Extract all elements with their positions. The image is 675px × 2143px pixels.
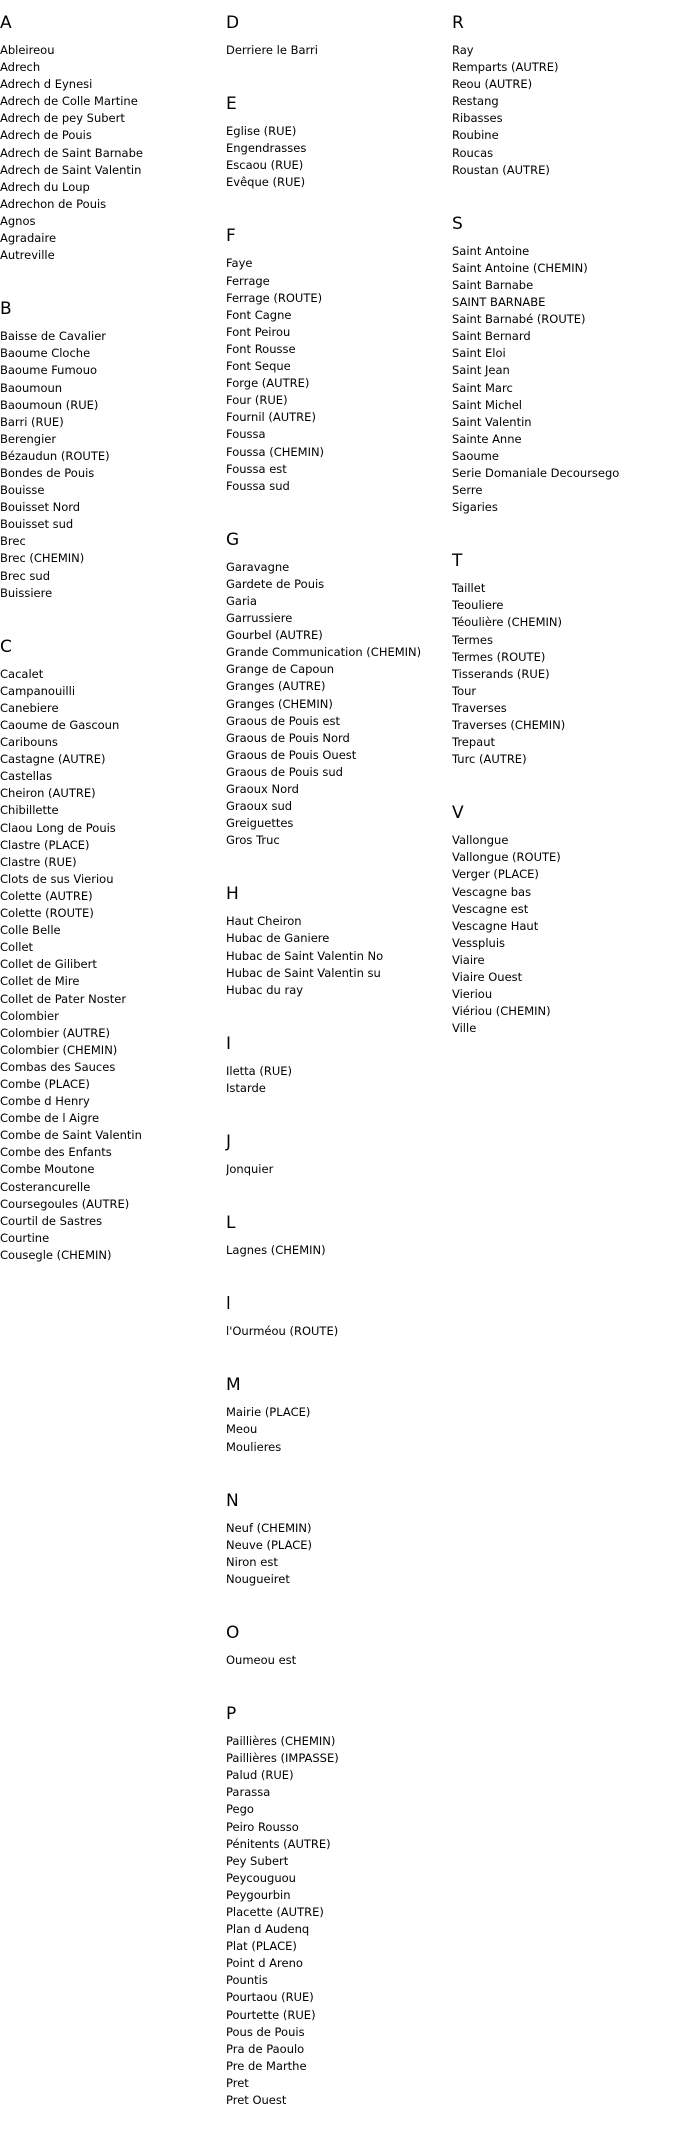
section-letter-heading: B (0, 299, 12, 320)
street-entry[interactable]: Baoumoun (0, 380, 63, 395)
street-entry[interactable]: Brec (CHEMIN) (0, 551, 85, 566)
street-entry[interactable]: Costerancurelle (0, 1179, 91, 1194)
street-entry[interactable]: Graous de Pouis est (226, 713, 340, 728)
street-entry[interactable]: Ville (452, 1021, 477, 1036)
section-letter-heading: O (226, 1622, 240, 1643)
street-entry[interactable]: Baoume Cloche (0, 346, 91, 361)
street-entry[interactable]: Barri (RUE) (0, 414, 64, 429)
street-entry[interactable]: Adrechon de Pouis (0, 196, 107, 211)
street-list (452, 580, 674, 768)
street-list (226, 559, 448, 850)
street-entry[interactable]: Hubac de Saint Valentin su (226, 965, 381, 980)
street-entry[interactable]: Pountis (226, 1973, 268, 1988)
street-entry[interactable]: Saint Valentin (452, 414, 532, 429)
street-list (452, 243, 674, 517)
street-entry[interactable]: Font Peirou (226, 324, 291, 339)
street-list (226, 1520, 448, 1588)
street-entry[interactable]: Clots de sus Vieriou (0, 871, 114, 886)
letter-section-m (226, 1374, 448, 1455)
street-list (226, 255, 448, 494)
letter-section-f (226, 225, 448, 494)
street-list (226, 1242, 448, 1259)
street-entry[interactable]: Colette (ROUTE) (0, 906, 94, 921)
letter-section-n (226, 1490, 448, 1588)
section-letter-heading: C (0, 636, 12, 657)
street-entry[interactable]: Pénitents (AUTRE) (226, 1836, 331, 1851)
street-entry[interactable]: Graoux Nord (226, 782, 299, 796)
street-entry[interactable]: Adrech de Saint Valentin (0, 162, 142, 177)
street-entry[interactable]: Adrech de pey Subert (0, 111, 125, 126)
street-entry[interactable]: Caribouns (0, 735, 58, 750)
street-entry[interactable]: Berengier (0, 431, 57, 446)
street-entry[interactable]: Font Cagne (226, 307, 292, 322)
street-entry[interactable]: Adrech de Saint Barnabe (0, 145, 143, 160)
street-entry[interactable]: Tisserands (RUE) (452, 666, 550, 681)
street-entry[interactable]: Viaire (452, 952, 485, 967)
street-entry[interactable]: Vescagne bas (452, 884, 532, 899)
street-list (0, 42, 222, 264)
street-entry[interactable]: Iletta (RUE) (226, 1063, 293, 1078)
street-list (226, 913, 448, 998)
street-entry[interactable]: Point d Areno (226, 1956, 303, 1971)
street-entry[interactable]: Roucas (452, 145, 494, 160)
street-entry[interactable]: Fournil (AUTRE) (226, 410, 316, 425)
street-entry[interactable]: Caoume de Gascoun (0, 718, 120, 732)
street-entry[interactable]: Bouisset sud (0, 517, 74, 532)
street-entry[interactable]: Clastre (RUE) (0, 854, 77, 869)
letter-section-b (0, 298, 222, 602)
street-entry[interactable]: Canebiere (0, 700, 59, 715)
street-list (0, 328, 222, 602)
street-entry[interactable]: Traverses (CHEMIN) (452, 718, 566, 732)
street-entry[interactable]: Colombier (AUTRE) (0, 1025, 110, 1040)
street-entry[interactable]: Viériou (CHEMIN) (452, 1004, 551, 1019)
street-entry[interactable]: Gros Truc (226, 833, 280, 848)
street-entry[interactable]: Vallongue (ROUTE) (452, 850, 561, 865)
letter-section-l (226, 1212, 448, 1259)
street-entry[interactable]: Tour (452, 683, 477, 698)
street-entry[interactable]: Courtil de Sastres (0, 1213, 103, 1228)
street-entry[interactable]: Colle Belle (0, 923, 61, 938)
street-entry[interactable]: Pego (226, 1802, 254, 1817)
street-entry[interactable]: l'Ourméou (ROUTE) (226, 1324, 339, 1339)
street-entry[interactable]: Ferrage (ROUTE) (226, 290, 323, 305)
street-entry[interactable]: Taillet (452, 581, 486, 596)
street-entry[interactable]: Castellas (0, 769, 53, 784)
street-entry[interactable]: Jonquier (226, 1162, 274, 1177)
street-entry[interactable]: Ray (452, 43, 474, 57)
letter-section-d (226, 12, 448, 59)
street-entry[interactable]: Roubine (452, 128, 499, 143)
street-entry[interactable]: Brec (0, 534, 26, 549)
street-list (226, 42, 448, 59)
street-entry[interactable]: Font Rousse (226, 341, 296, 356)
street-entry[interactable]: Neuf (CHEMIN) (226, 1520, 312, 1535)
street-entry[interactable]: Saint Antoine (452, 243, 530, 258)
letter-section-t (452, 550, 674, 768)
street-entry[interactable]: Palud (RUE) (226, 1768, 294, 1783)
street-entry[interactable]: Derriere le Barri (226, 43, 318, 57)
street-list (226, 1323, 448, 1340)
street-entry[interactable]: Gourbel (AUTRE) (226, 628, 323, 643)
street-entry[interactable]: Vieriou (452, 987, 493, 1002)
street-entry[interactable]: Haut Cheiron (226, 914, 302, 929)
street-entry[interactable]: Foussa est (226, 461, 287, 476)
street-entry[interactable]: Verger (PLACE) (452, 867, 539, 882)
street-entry[interactable]: Forge (AUTRE) (226, 376, 310, 391)
street-entry[interactable]: Saint Michel (452, 397, 522, 412)
street-entry[interactable]: Istarde (226, 1080, 266, 1095)
letter-section-o (226, 1622, 448, 1669)
street-entry[interactable]: Collet de Mire (0, 974, 80, 989)
section-letter-heading: l (226, 1294, 231, 1315)
street-entry[interactable]: Grande Communication (CHEMIN) (226, 645, 422, 660)
letter-section-c (0, 636, 222, 1264)
street-entry[interactable]: Combas des Sauces (0, 1059, 116, 1074)
section-letter-heading: M (226, 1375, 241, 1396)
street-entry[interactable]: Paillières (CHEMIN) (226, 1734, 336, 1749)
section-letter-heading: A (0, 13, 12, 33)
street-entry[interactable]: Plat (PLACE) (226, 1939, 297, 1954)
street-entry[interactable]: Gardete de Pouis (226, 576, 325, 591)
index-column-3 (452, 0, 674, 1071)
letter-section-l (226, 1293, 448, 1340)
street-entry[interactable]: Colette (AUTRE) (0, 888, 93, 903)
street-entry[interactable]: Hubac de Ganiere (226, 931, 330, 946)
street-entry[interactable]: Reou (AUTRE) (452, 77, 533, 92)
street-entry[interactable]: Graous de Pouis Nord (226, 730, 350, 745)
street-entry[interactable]: Serie Domaniale Decoursego (452, 465, 620, 480)
street-entry[interactable]: Pey Subert (226, 1853, 289, 1868)
street-entry[interactable]: Cheiron (AUTRE) (0, 786, 96, 801)
street-entry[interactable]: Ferrage (226, 273, 270, 288)
section-letter-heading: R (452, 13, 464, 33)
street-entry[interactable]: Pourtaou (RUE) (226, 1990, 314, 2005)
street-entry[interactable]: Graous de Pouis sud (226, 764, 343, 779)
street-entry[interactable]: Traverses (452, 700, 507, 715)
street-list (226, 123, 448, 191)
street-entry[interactable]: Roustan (AUTRE) (452, 162, 550, 177)
street-entry[interactable]: Nougueiret (226, 1571, 290, 1586)
letter-section-e (226, 93, 448, 191)
street-entry[interactable]: Courtine (0, 1230, 50, 1245)
letter-section-g (226, 529, 448, 850)
street-entry[interactable]: Autreville (0, 248, 55, 263)
street-entry[interactable]: Combe de Saint Valentin (0, 1128, 142, 1143)
street-entry[interactable]: Téoulière (CHEMIN) (452, 615, 562, 630)
street-entry[interactable]: Castagne (AUTRE) (0, 752, 106, 767)
street-entry[interactable]: Remparts (AUTRE) (452, 60, 559, 75)
street-entry[interactable]: Pous de Pouis (226, 2024, 305, 2039)
street-entry[interactable]: Combe (PLACE) (0, 1076, 90, 1091)
section-letter-heading: F (226, 226, 236, 247)
street-entry[interactable]: Granges (AUTRE) (226, 679, 326, 694)
section-letter-heading: H (226, 884, 239, 905)
street-entry[interactable]: Saoume (452, 448, 499, 463)
street-entry[interactable]: Pret Ouest (226, 2093, 287, 2108)
street-entry[interactable]: Teouliere (452, 598, 504, 613)
street-entry[interactable]: Saint Bernard (452, 329, 531, 344)
street-list (452, 42, 674, 179)
section-letter-heading: G (226, 529, 240, 550)
street-entry[interactable]: Buissiere (0, 585, 53, 600)
street-entry[interactable]: Four (RUE) (226, 393, 288, 408)
street-entry[interactable]: Moulieres (226, 1439, 282, 1454)
street-entry[interactable]: Adrech du Loup (0, 179, 90, 194)
street-entry[interactable]: Sainte Anne (452, 431, 522, 446)
street-entry[interactable]: Sigaries (452, 500, 498, 515)
letter-section-p (226, 1703, 448, 2109)
street-list (226, 1733, 448, 2109)
street-entry[interactable]: Brec sud (0, 568, 50, 583)
section-letter-heading: S (452, 213, 463, 234)
street-entry[interactable]: Vallongue (452, 833, 509, 848)
street-entry[interactable]: Turc (AUTRE) (452, 752, 527, 767)
street-entry[interactable]: Peycouguou (226, 1870, 296, 1885)
street-entry[interactable]: Coursegoules (AUTRE) (0, 1196, 130, 1211)
street-entry[interactable]: Combe d Henry (0, 1094, 90, 1109)
street-entry[interactable]: Greiguettes (226, 816, 294, 831)
street-entry[interactable]: Saint Jean (452, 363, 510, 378)
street-entry[interactable]: Lagnes (CHEMIN) (226, 1243, 326, 1258)
street-entry[interactable]: Serre (452, 483, 483, 498)
street-entry[interactable]: Eglise (RUE) (226, 124, 297, 139)
street-entry[interactable]: Couseglе (CHEMIN) (0, 1247, 112, 1262)
street-entry[interactable]: Adrech de Pouis (0, 128, 92, 143)
street-entry[interactable]: Mairie (PLACE) (226, 1405, 311, 1420)
street-entry[interactable]: Combe des Enfants (0, 1145, 112, 1160)
street-entry[interactable]: Saint Antoine (CHEMIN) (452, 260, 588, 275)
street-entry[interactable]: Termes (ROUTE) (452, 649, 546, 664)
street-entry[interactable]: Ableireou (0, 43, 55, 57)
street-entry[interactable]: Clastre (PLACE) (0, 837, 90, 852)
street-entry[interactable]: Peygourbin (226, 1887, 291, 1902)
street-entry[interactable]: Neuve (PLACE) (226, 1537, 313, 1552)
street-entry[interactable]: Ribasses (452, 111, 503, 126)
street-entry[interactable]: Bondes de Pouis (0, 465, 95, 480)
street-entry[interactable]: Vescagne est (452, 901, 529, 916)
street-entry[interactable]: Vesspluis (452, 935, 506, 950)
street-list (226, 1161, 448, 1178)
street-entry[interactable]: Hubac du ray (226, 982, 304, 997)
street-entry[interactable]: Pra de Paoulo (226, 2041, 305, 2056)
section-letter-heading: N (226, 1490, 239, 1511)
letter-section-i (226, 1033, 448, 1097)
street-entry[interactable]: Plan d Audenq (226, 1922, 310, 1937)
street-entry[interactable]: Grange de Capoun (226, 662, 335, 677)
street-entry[interactable]: Colombier (CHEMIN) (0, 1042, 118, 1057)
street-entry[interactable]: Baoume Fumouo (0, 363, 98, 378)
street-entry[interactable]: SAINT BARNABE (452, 295, 546, 310)
street-entry[interactable]: Parassa (226, 1785, 271, 1800)
street-entry[interactable]: Baoumoun (RUE) (0, 397, 99, 412)
street-entry[interactable]: Termes (452, 632, 493, 647)
street-entry[interactable]: Cacalet (0, 666, 44, 681)
street-entry[interactable]: Garavagne (226, 559, 290, 574)
letter-section-h (226, 883, 448, 998)
street-entry[interactable]: Garia (226, 593, 257, 608)
street-entry[interactable]: Combe Moutone (0, 1162, 95, 1177)
street-entry[interactable]: Adrech d Eynesi (0, 77, 93, 92)
street-entry[interactable]: Baisse de Cavalier (0, 329, 106, 344)
street-entry[interactable]: Collet de Pater Noster (0, 991, 127, 1006)
street-entry[interactable]: Oumeou est (226, 1652, 297, 1667)
letter-section-s (452, 213, 674, 517)
section-letter-heading: V (452, 803, 464, 824)
street-entry[interactable]: Granges (CHEMIN) (226, 696, 333, 711)
street-list (0, 666, 222, 1264)
street-entry[interactable]: Saint Eloi (452, 346, 506, 361)
letter-section-a (0, 12, 222, 264)
street-entry[interactable]: Bouisse (0, 483, 45, 498)
section-letter-heading: J (226, 1132, 232, 1153)
section-letter-heading: D (226, 13, 240, 33)
street-entry[interactable]: Font Seque (226, 359, 291, 374)
index-column-2 (226, 0, 448, 2143)
street-entry[interactable]: Vescagne Haut (452, 918, 539, 933)
street-entry[interactable]: Trepaut (452, 735, 496, 750)
street-entry[interactable]: Foussa (CHEMIN) (226, 444, 325, 459)
street-entry[interactable]: Saint Marc (452, 380, 513, 395)
street-list (226, 1404, 448, 1455)
street-entry[interactable]: Agnos (0, 213, 36, 228)
index-column-1 (0, 0, 222, 1298)
street-entry[interactable]: Faye (226, 256, 253, 271)
street-entry[interactable]: Bouisset Nord (0, 500, 81, 515)
street-entry[interactable]: Hubac de Saint Valentin No (226, 948, 384, 963)
street-entry[interactable]: Pourtette (RUE) (226, 2007, 316, 2022)
street-entry[interactable]: Graoux sud (226, 799, 293, 814)
street-entry[interactable]: Chibillette (0, 803, 59, 818)
street-entry[interactable]: Restang (452, 94, 499, 109)
section-letter-heading: L (226, 1213, 236, 1234)
street-entry[interactable]: Colombier (0, 1008, 59, 1023)
street-entry[interactable]: Peiro Rousso (226, 1819, 299, 1834)
street-entry[interactable]: Agradaire (0, 231, 57, 246)
street-entry[interactable]: Niron est (226, 1554, 278, 1569)
street-entry[interactable]: Placette (AUTRE) (226, 1905, 324, 1919)
street-entry[interactable]: Combe de l Aigre (0, 1111, 100, 1126)
street-entry[interactable]: Pre de Marthe (226, 2058, 307, 2073)
section-letter-heading: E (226, 94, 237, 115)
street-entry[interactable]: Graous de Pouis Ouest (226, 747, 357, 762)
section-letter-heading: I (226, 1033, 232, 1054)
street-entry[interactable]: Campanouilli (0, 683, 76, 698)
street-list (226, 1063, 448, 1097)
street-list (452, 832, 674, 1037)
street-entry[interactable]: Saint Barnabe (452, 277, 534, 292)
street-list (226, 1652, 448, 1669)
street-entry[interactable]: Viaire Ouest (452, 970, 523, 985)
section-letter-heading: P (226, 1704, 237, 1725)
street-entry[interactable]: Pret (226, 2075, 249, 2090)
street-entry[interactable]: Adrech (0, 60, 41, 75)
letter-section-r (452, 12, 674, 179)
street-entry[interactable]: Saint Barnabé (ROUTE) (452, 312, 586, 327)
street-entry[interactable]: Meou (226, 1422, 258, 1437)
street-entry[interactable]: Engendrasses (226, 141, 307, 156)
street-entry[interactable]: Foussa sud (226, 478, 290, 493)
street-entry[interactable]: Foussa (226, 427, 266, 442)
letter-section-j (226, 1131, 448, 1178)
street-entry[interactable]: Escaou (RUE) (226, 158, 304, 173)
street-entry[interactable]: Adrech de Colle Martine (0, 94, 138, 109)
street-entry[interactable]: Paillières (IMPASSE) (226, 1751, 339, 1766)
street-entry[interactable]: Evêque (RUE) (226, 175, 306, 190)
street-entry[interactable]: Collet de Gilibert (0, 957, 97, 972)
section-letter-heading: T (452, 551, 463, 572)
street-entry[interactable]: Collet (0, 940, 34, 955)
street-entry[interactable]: Claou Long de Pouis (0, 820, 116, 835)
letter-section-v (452, 802, 674, 1037)
street-entry[interactable]: Garrussiere (226, 611, 293, 626)
street-entry[interactable]: Bézaudun (ROUTE) (0, 448, 110, 463)
